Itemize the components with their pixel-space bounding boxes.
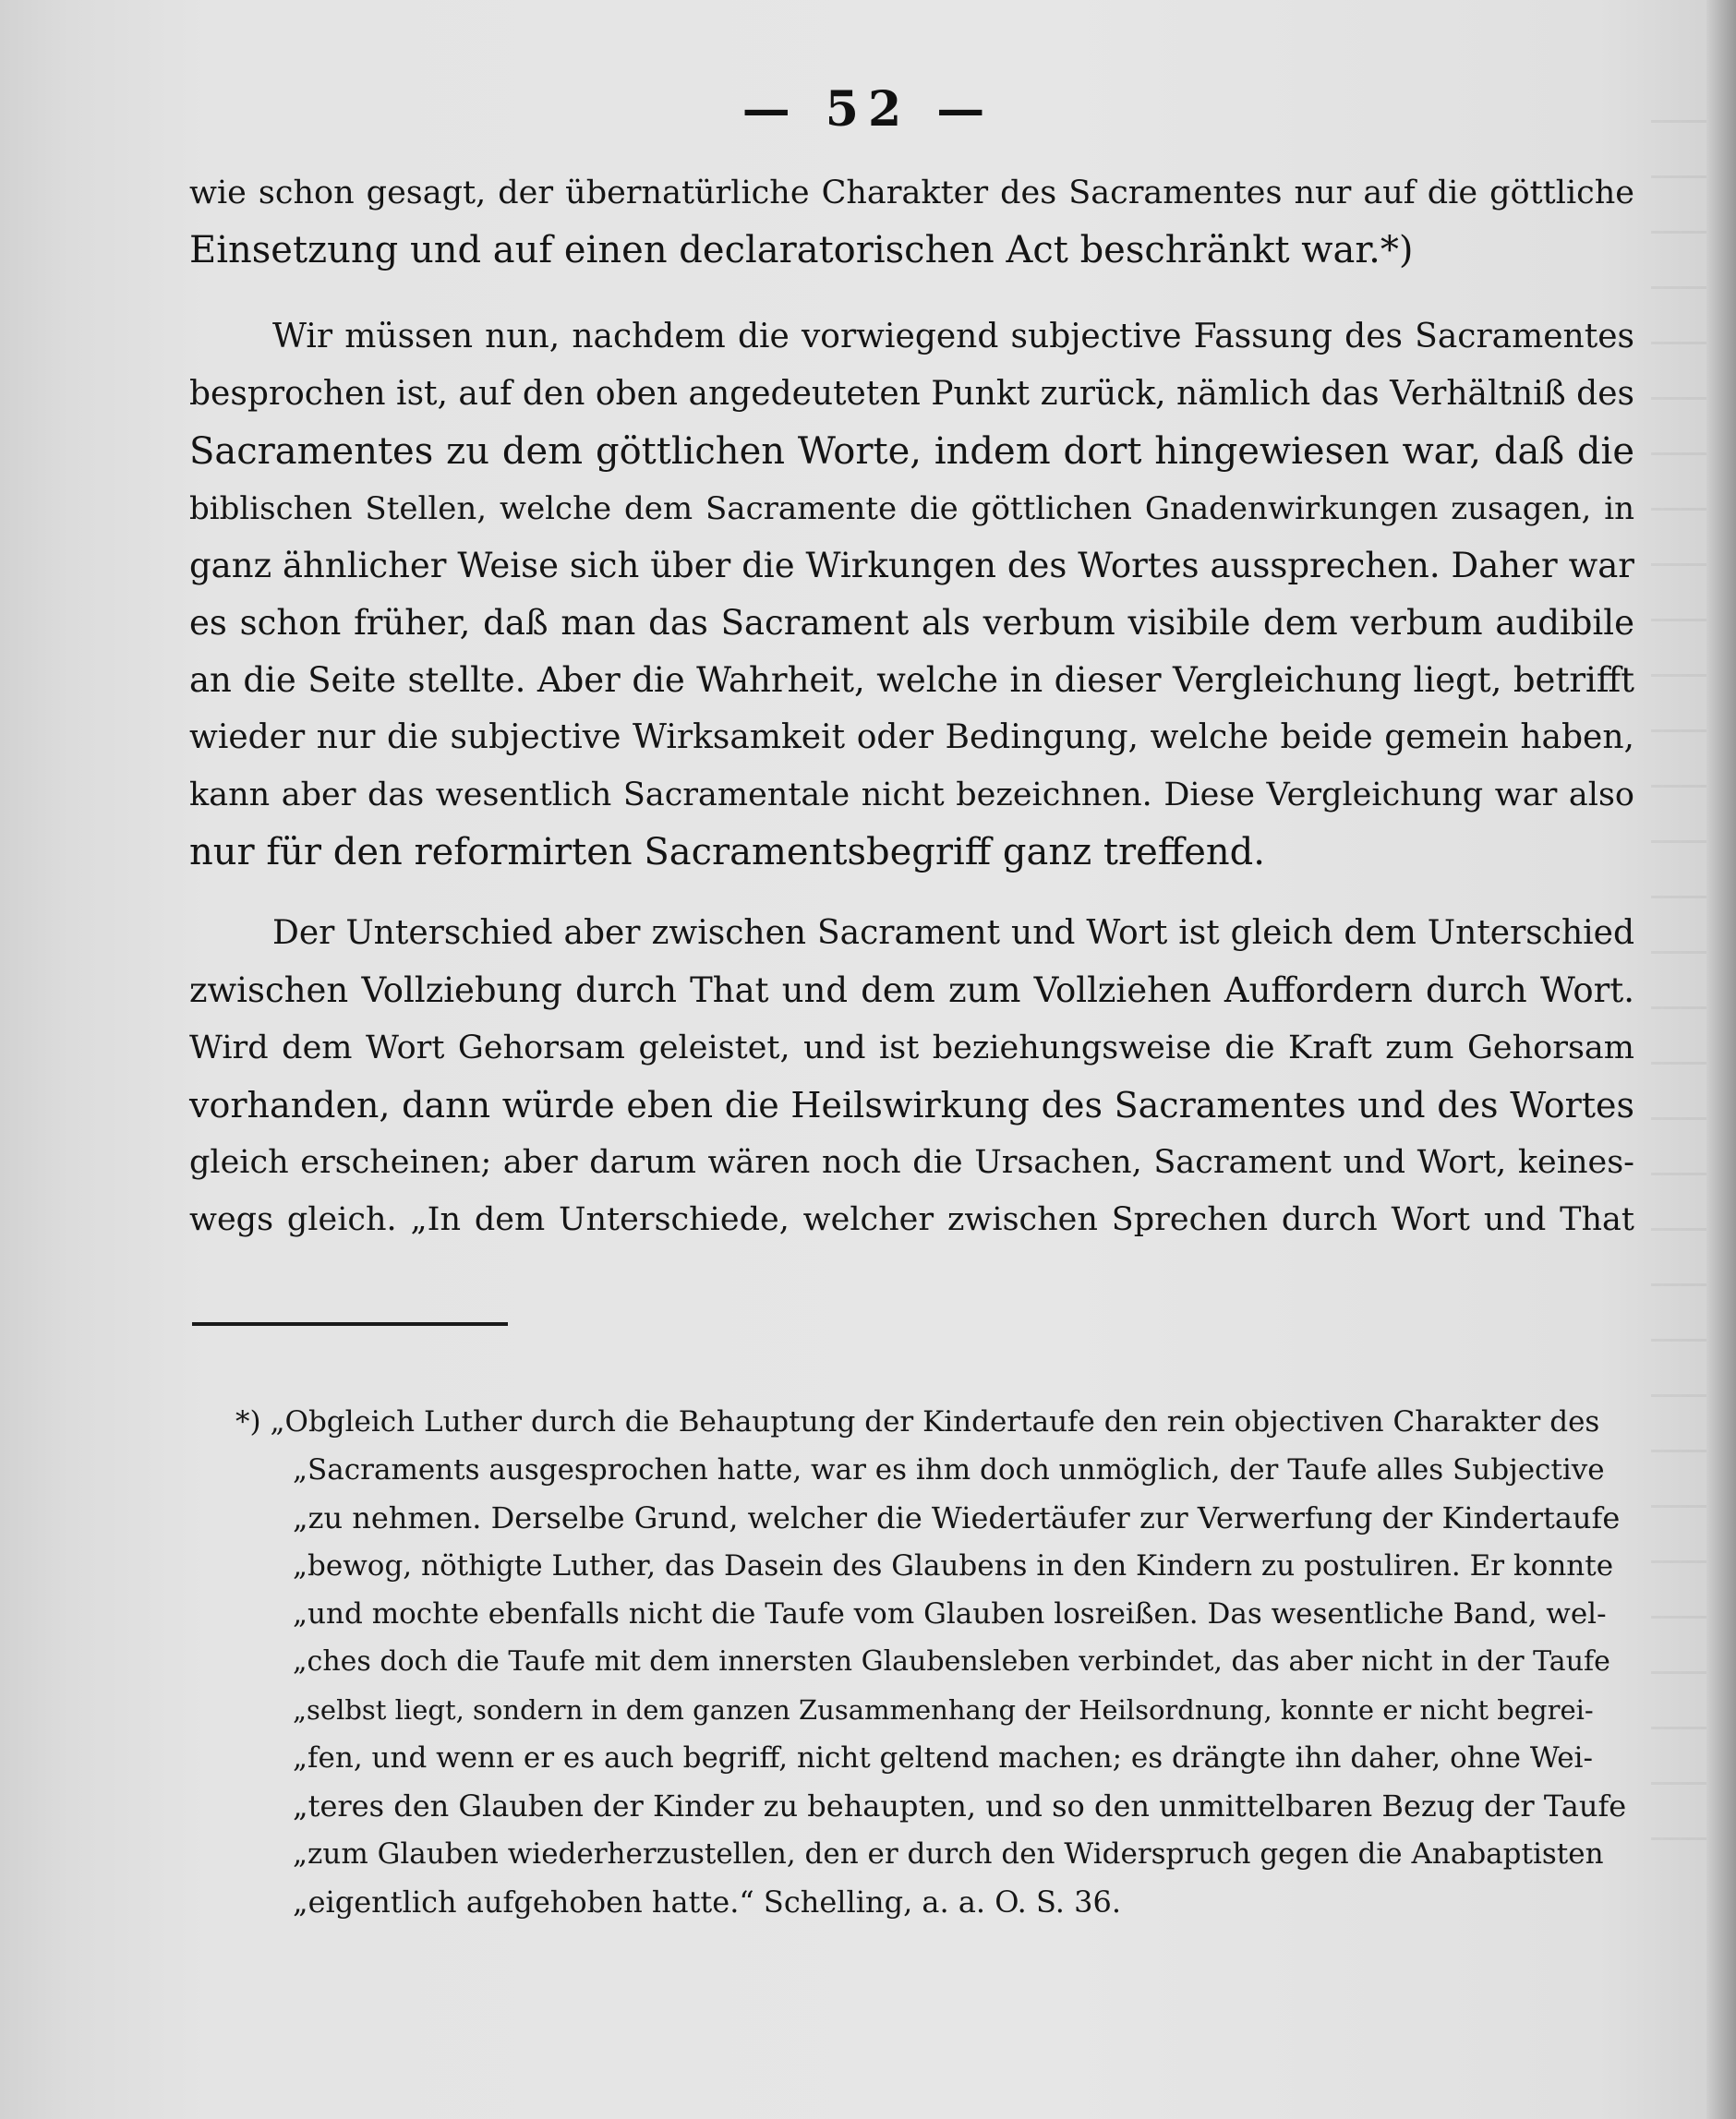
footnote-line: „bewog, nöthigte Luther, das Dasein des Glaubens in den Kindern zu postuliren. Er konnte (293, 1549, 1614, 1583)
footnote-line: „zum Glauben wiederherzustellen, den er durch den Widerspruch gegen die Anabaptisten (293, 1837, 1604, 1871)
footnote-line: „teres den Glauben der Kinder zu behaupten, und so den unmittelbaren Bezug der Taufe (293, 1788, 1627, 1824)
body-line: ganz ähnlicher Weise sich über die Wirkungen des Wortes aussprechen. Daher war (189, 546, 1634, 585)
body-line: wegs gleich. „In dem Unterschiede, welcher zwischen Sprechen durch Wort und That (189, 1201, 1634, 1238)
body-line: Wir müssen nun, nachdem die vorwiegend subjective Fassung des Sacramentes (272, 318, 1634, 355)
body-line: gleich erscheinen; aber darum wären noch die Ursachen, Sacrament und Wort, keines- (189, 1144, 1634, 1181)
body-line: biblischen Stellen, welche dem Sacramente die göttlichen Gnadenwirkungen zusagen, in (189, 490, 1634, 527)
body-line: nur für den reformirten Sacramentsbegriff ganz treffend. (189, 831, 1265, 873)
footnote-first-line (235, 1398, 1630, 1446)
body-line: wieder nur die subjective Wirksamkeit oder Bedingung, welche beide gemein haben, (189, 718, 1634, 756)
footnote-line: „selbst liegt, sondern in dem ganzen Zusammenhang der Heilsordnung, konnte er nicht begrei- (293, 1694, 1594, 1726)
footnote-line: „Sacraments ausgesprochen hatte, war es ihm doch unmöglich, der Taufe alles Subjective (293, 1453, 1605, 1487)
body-line: Der Unterschied aber zwischen Sacrament und Wort ist gleich dem Unterschied (272, 914, 1634, 952)
footnote-line: „eigentlich aufgehoben hatte.“ Schelling, a. a. O. S. 36. (293, 1884, 1121, 1920)
body-line: Einsetzung und auf einen declaratorischen Act beschränkt war.*) (189, 229, 1414, 271)
body-line: kann aber das wesentlich Sacramentale nicht bezeichnen. Diese Vergleichung war also (189, 777, 1634, 813)
footnote-line: „fen, und wenn er es auch begriff, nicht geltend machen; es drängte ihn daher, ohne Wei- (293, 1741, 1593, 1775)
body-line: es schon früher, daß man das Sacrament als verbum visibile dem verbum audibile (189, 603, 1634, 643)
footnote-divider (192, 1322, 508, 1326)
body-line: zwischen Vollziebung durch That und dem zum Vollziehen Auffordern durch Wort. (189, 970, 1634, 1010)
footnote-line: „ches doch die Taufe mit dem innersten Glaubensleben verbindet, das aber nicht in der Taufe (293, 1645, 1610, 1678)
body-line: an die Seite stellte. Aber die Wahrheit, welche in dieser Vergleichung liegt, betrifft (189, 660, 1634, 700)
footnote (235, 1398, 1630, 1926)
page-fold-shadow (1706, 0, 1736, 2119)
footnote-line: „und mochte ebenfalls nicht die Taufe vom Glauben losreißen. Das wesentliche Band, wel- (293, 1597, 1607, 1631)
footnote-line: „zu nehmen. Derselbe Grund, welcher die Wiedertäufer zur Verwerfung der Kindertaufe (293, 1500, 1621, 1535)
footnote-line: „Obgleich Luther durch die Behauptung der Kindertaufe den rein objectiven Charakter des (270, 1405, 1600, 1439)
body-line: besprochen ist, auf den oben angedeuteten Punkt zurück, nämlich das Verhältniß des (189, 375, 1634, 413)
footnote-marker: *) (235, 1405, 261, 1439)
body-line: Wird dem Wort Gehorsam geleistet, und ist beziehungsweise die Kraft zum Gehorsam (189, 1029, 1634, 1066)
body-paragraph-1 (189, 164, 1634, 279)
body-line: vorhanden, dann würde eben die Heilswirkung des Sacramentes und des Wortes (189, 1085, 1634, 1126)
page-number: — 52 — (741, 81, 995, 138)
body-line: Sacramentes zu dem göttlichen Worte, indem dort hingewiesen war, daß die (189, 430, 1634, 473)
body-paragraph-3 (189, 905, 1634, 1248)
body-paragraph-2 (189, 308, 1634, 881)
body-line: wie schon gesagt, der übernatürliche Charakter des Sacramentes nur auf die göttliche (189, 175, 1634, 211)
